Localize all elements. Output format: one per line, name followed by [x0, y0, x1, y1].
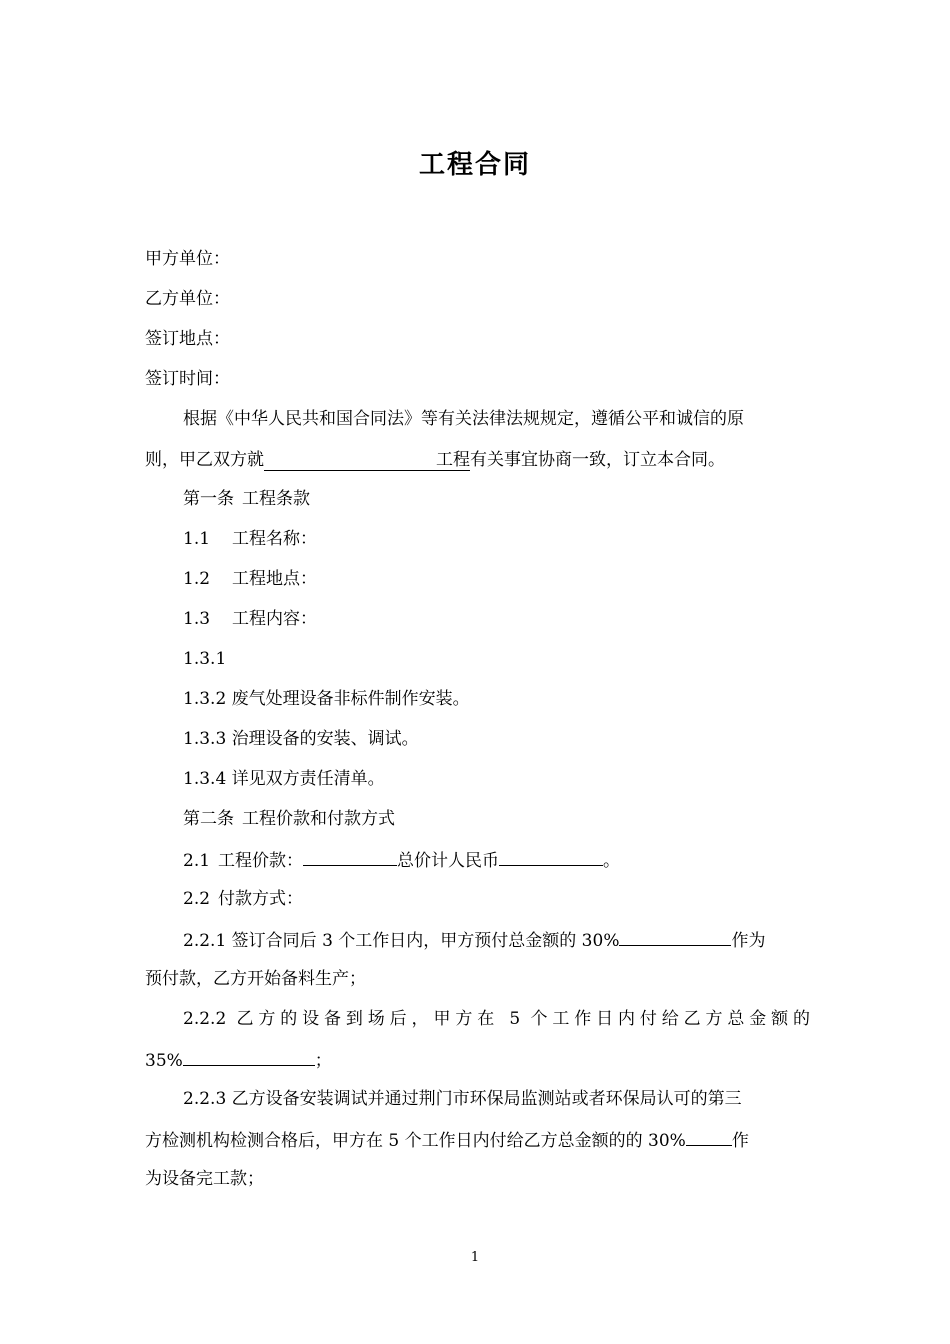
- item-1-3-1: 1.3.1: [183, 649, 227, 669]
- party-a-field: 甲方单位：: [145, 249, 230, 269]
- item-2-2-3-line-1: 2.2.3 乙方设备安装调试并通过荆门市环保局监测站或者环保局认可的第三: [183, 1089, 742, 1109]
- sign-place-field: 签订地点：: [145, 329, 230, 349]
- sign-time-field: 签订时间：: [145, 369, 230, 389]
- item-1-3-4: 1.3.4 详见双方责任清单。: [183, 769, 385, 789]
- project-name-blank: 工程: [264, 450, 470, 471]
- intro-line-2: [145, 447, 810, 472]
- item-2-2-3-line-2: 方检测机构检测合格后，甲方在 5 个工作日内付给乙方总金额的的 30% 作: [145, 1127, 810, 1153]
- completion-pay-blank: [686, 1127, 732, 1146]
- intro-text-c: 有关事宜协商一致，订立本合同。: [470, 450, 725, 470]
- intro-line-1: 根据《中华人民共和国合同法》等有关法律法规规定，遵循公平和诚信的原: [183, 409, 744, 429]
- article-2-heading: 第二条 工程价款和付款方式: [183, 809, 395, 829]
- item-1-3-2: 1.3.2 废气处理设备非标件制作安装。: [183, 689, 470, 709]
- article-1-heading: 第一条 工程条款: [183, 489, 310, 509]
- intro-text-a: 则，甲乙双方就: [145, 450, 264, 470]
- item-2-2-3-line-3: 为设备完工款；: [145, 1169, 264, 1189]
- page-number: 1: [470, 1250, 480, 1265]
- prepay-blank: [619, 927, 731, 946]
- delivery-pay-blank: [183, 1047, 315, 1066]
- item-2-1: 2.1 工程价款： 总价计人民币 。: [183, 847, 810, 873]
- contract-title: 工程合同: [418, 150, 531, 180]
- item-2-2-1-line-1: 2.2.1 签订合同后 3 个工作日内，甲方预付总金额的 30% 作为: [183, 927, 810, 953]
- item-2-2: 2.2 付款方式：: [183, 889, 304, 909]
- price-blank: [303, 847, 397, 866]
- item-2-2-2-line-1: 2.2.2 乙方的设备到场后，甲方在 5 个工作日内付给乙方总金额的: [183, 1009, 810, 1029]
- party-b-field: 乙方单位：: [145, 289, 230, 309]
- item-1-2: 1.2 工程地点：: [183, 569, 318, 589]
- total-price-blank: [499, 847, 603, 866]
- item-2-2-2-line-2: 35% ；: [145, 1047, 810, 1073]
- item-1-3-3: 1.3.3 治理设备的安装、调试。: [183, 729, 419, 749]
- item-1-1: 1.1 工程名称：: [183, 529, 318, 549]
- item-1-3: 1.3 工程内容：: [183, 609, 318, 629]
- item-2-2-1-line-2: 预付款，乙方开始备料生产；: [145, 969, 366, 989]
